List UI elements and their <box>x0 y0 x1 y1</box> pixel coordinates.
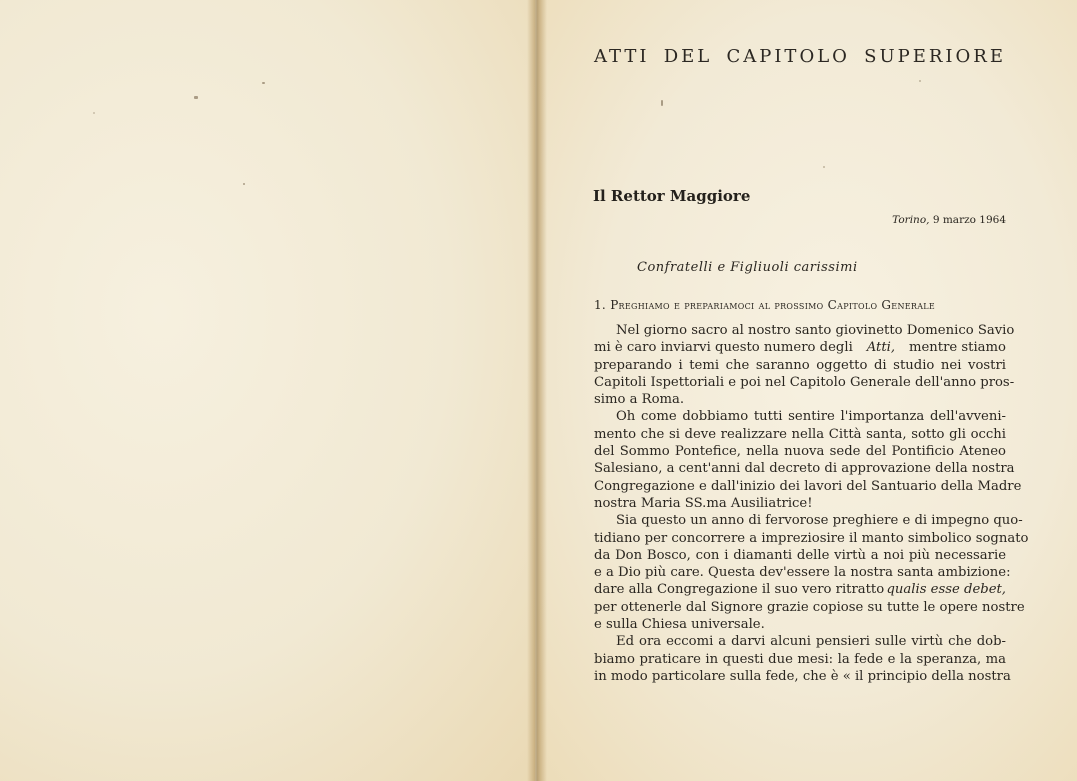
paper-speck <box>661 100 663 106</box>
text-fragment-italic: Atti, <box>866 340 896 356</box>
text-fragment-italic: qualis esse debet, <box>886 582 1006 598</box>
salutation: Confratelli e Figliuoli carissimi <box>637 260 858 275</box>
left-page-blank <box>0 0 535 781</box>
text-fragment: mi è caro inviarvi questo numero degli <box>594 340 853 356</box>
text-line: da Don Bosco, con i diamanti delle virtù a noi più necessarie <box>594 547 1006 563</box>
text-line: biamo praticare in questi due mesi: la fede e la speranza, ma <box>594 651 1006 667</box>
section-heading-number: 1. <box>594 298 607 312</box>
text-line: e sulla Chiesa universale. <box>594 617 765 633</box>
text-line: Sia questo un anno di fervorose preghiere e di impegno quo- <box>616 513 1023 529</box>
text-line: preparando i temi che saranno oggetto di studio nei vostri <box>594 357 1006 373</box>
dateline <box>594 214 1006 226</box>
section-title: Il Rettor Maggiore <box>593 187 751 205</box>
paper-speck <box>262 82 265 84</box>
body-text <box>594 322 1029 685</box>
paper-speck <box>919 80 921 82</box>
text-line: e a Dio più care. Questa dev'essere la nostra santa ambizione: <box>594 565 1011 581</box>
text-line <box>594 339 1006 356</box>
book-gutter <box>527 0 547 781</box>
text-line: nostra Maria SS.ma Ausiliatrice! <box>594 495 813 511</box>
text-line: simo a Roma. <box>594 392 685 408</box>
dateline-date: 9 marzo 1964 <box>932 214 1006 226</box>
text-line: Oh come dobbiamo tutti sentire l'importanza dell'avveni- <box>616 409 1006 425</box>
text-line: del Sommo Pontefice, nella nuova sede del Pontificio Ateneo <box>594 444 1006 460</box>
text-line: Ed ora eccomi a darvi alcuni pensieri sulle virtù che dob- <box>616 634 1006 650</box>
section-heading-text: Preghiamo e prepariamoci al prossimo Capitolo Generale <box>610 298 936 312</box>
dateline-place: Torino, <box>892 214 930 226</box>
text-line: Salesiano, a cent'anni dal decreto di approvazione della nostra <box>594 461 1015 477</box>
text-line <box>594 581 1006 598</box>
text-line: in modo particolare sulla fede, che è « il principio della nostra <box>594 668 1011 684</box>
paper-speck <box>93 112 95 114</box>
section-heading <box>594 298 1006 312</box>
text-line: per ottenerle dal Signore grazie copiose su tutte le opere nostre <box>594 599 1025 615</box>
text-fragment: dare alla Congregazione il suo vero ritratto <box>594 582 885 598</box>
text-line: Nel giorno sacro al nostro santo giovinetto Domenico Savio <box>616 323 1015 338</box>
text-fragment: mentre stiamo <box>908 340 1006 356</box>
paper-speck <box>243 183 245 185</box>
text-line: Capitoli Ispettoriali e poi nel Capitolo Generale dell'anno pros- <box>594 374 1015 390</box>
text-line: Congregazione e dall'inizio dei lavori del Santuario della Madre <box>594 478 1022 494</box>
paper-speck <box>194 96 198 99</box>
text-line: mento che si deve realizzare nella Città santa, sotto gli occhi <box>594 426 1006 442</box>
paper-speck <box>823 166 825 168</box>
running-head: ATTI DEL CAPITOLO SUPERIORE <box>594 46 1006 67</box>
text-line: tidiano per concorrere a impreziosire il manto simbolico sognato <box>594 530 1029 546</box>
